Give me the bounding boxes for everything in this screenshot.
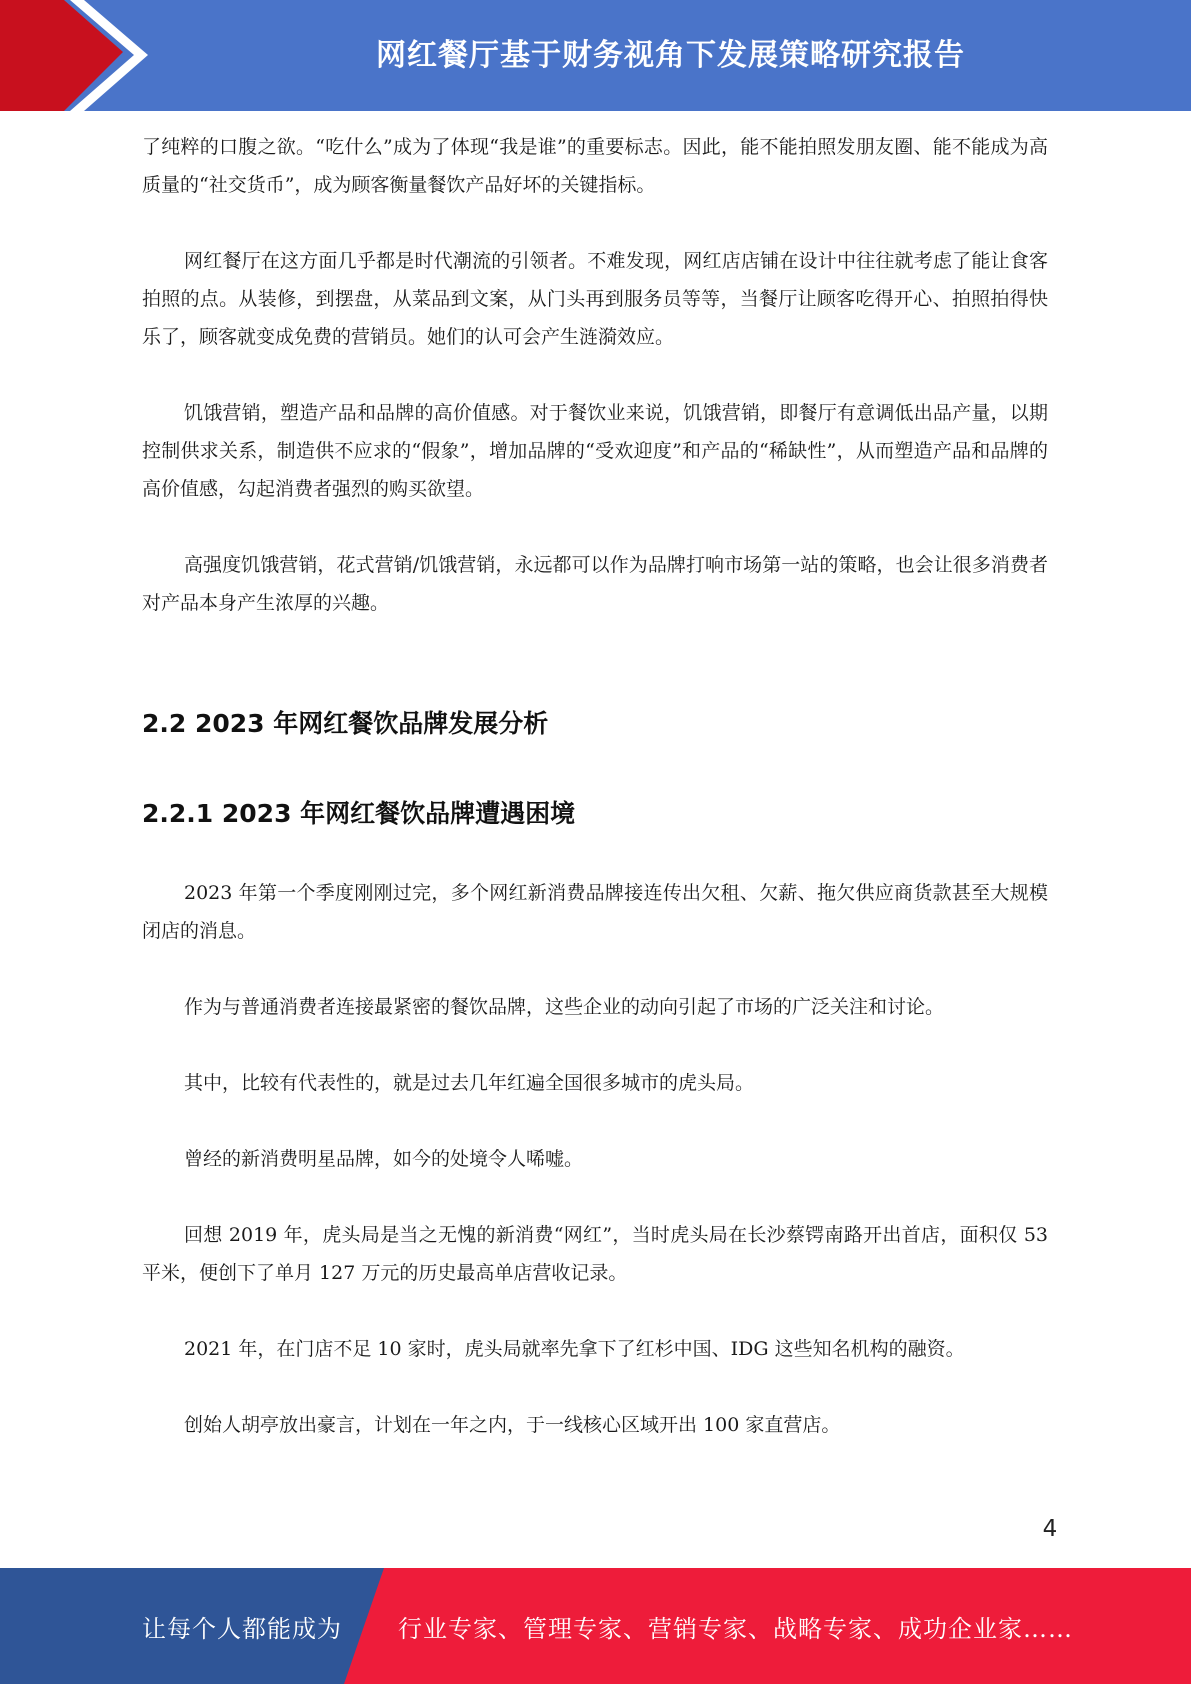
paragraph: 高强度饥饿营销，花式营销/饥饿营销，永远都可以作为品牌打响市场第一站的策略，也会让很多消费者对产品本身产生浓厚的兴趣。 bbox=[142, 554, 1048, 614]
document-body bbox=[142, 128, 1048, 1444]
paragraph: 作为与普通消费者连接最紧密的餐饮品牌，这些企业的动向引起了市场的广泛关注和讨论。 bbox=[184, 996, 945, 1018]
footer-slogan-left: 让每个人都能成为 bbox=[142, 1614, 342, 1643]
paragraph: 回想 2019 年，虎头局是当之无愧的新消费“网红”，当时虎头局在长沙蔡锷南路开出首店，面积仅 53 平米，便创下了单月 127 万元的历史最高单店营收记录。 bbox=[142, 1224, 1048, 1284]
subsection-heading: 2.2.1 2023 年网红餐饮品牌遭遇困境 bbox=[142, 799, 576, 828]
paragraph: 曾经的新消费明星品牌，如今的处境令人唏嘘。 bbox=[184, 1148, 584, 1170]
paragraph: 创始人胡亭放出豪言，计划在一年之内，于一线核心区域开出 100 家直营店。 bbox=[184, 1414, 841, 1436]
section-heading: 2.2 2023 年网红餐饮品牌发展分析 bbox=[142, 709, 549, 738]
paragraph: 2023 年第一个季度刚刚过完，多个网红新消费品牌接连传出欠租、欠薪、拖欠供应商货款甚至大规模闭店的消息。 bbox=[142, 882, 1048, 942]
paragraph: 网红餐厅在这方面几乎都是时代潮流的引领者。不难发现，网红店店铺在设计中往往就考虑了能让食客拍照的点。从装修，到摆盘，从菜品到文案，从门头再到服务员等等，当餐厅让顾客吃得开心、拍照拍得快乐了，顾客就变成免费的营销员。她们的认可会产生涟漪效应。 bbox=[142, 250, 1048, 348]
paragraph: 饥饿营销，塑造产品和品牌的高价值感。对于餐饮业来说，饥饿营销，即餐厅有意调低出品产量，以期控制供求关系，制造供不应求的“假象”，增加品牌的“受欢迎度”和产品的“稀缺性”，从而塑造产品和品牌的高价值感，勾起消费者强烈的购买欲望。 bbox=[142, 402, 1048, 500]
document-title: 网红餐厅基于财务视角下发展策略研究报告 bbox=[376, 37, 965, 73]
page-footer bbox=[0, 1568, 1191, 1684]
paragraph: 2021 年，在门店不足 10 家时，虎头局就率先拿下了红杉中国、IDG 这些知名机构的融资。 bbox=[184, 1338, 965, 1360]
footer-slogan-right: 行业专家、管理专家、营销专家、战略专家、成功企业家…… bbox=[398, 1614, 1073, 1643]
page-number: 4 bbox=[1042, 1516, 1058, 1542]
paragraph: 了纯粹的口腹之欲。“吃什么”成为了体现“我是谁”的重要标志。因此，能不能拍照发朋友圈、能不能成为高质量的“社交货币”，成为顾客衡量餐饮产品好坏的关键指标。 bbox=[142, 136, 1048, 196]
page-header bbox=[0, 0, 1191, 111]
header-chevron-decoration bbox=[0, 0, 200, 111]
paragraph: 其中，比较有代表性的，就是过去几年红遍全国很多城市的虎头局。 bbox=[184, 1072, 755, 1094]
